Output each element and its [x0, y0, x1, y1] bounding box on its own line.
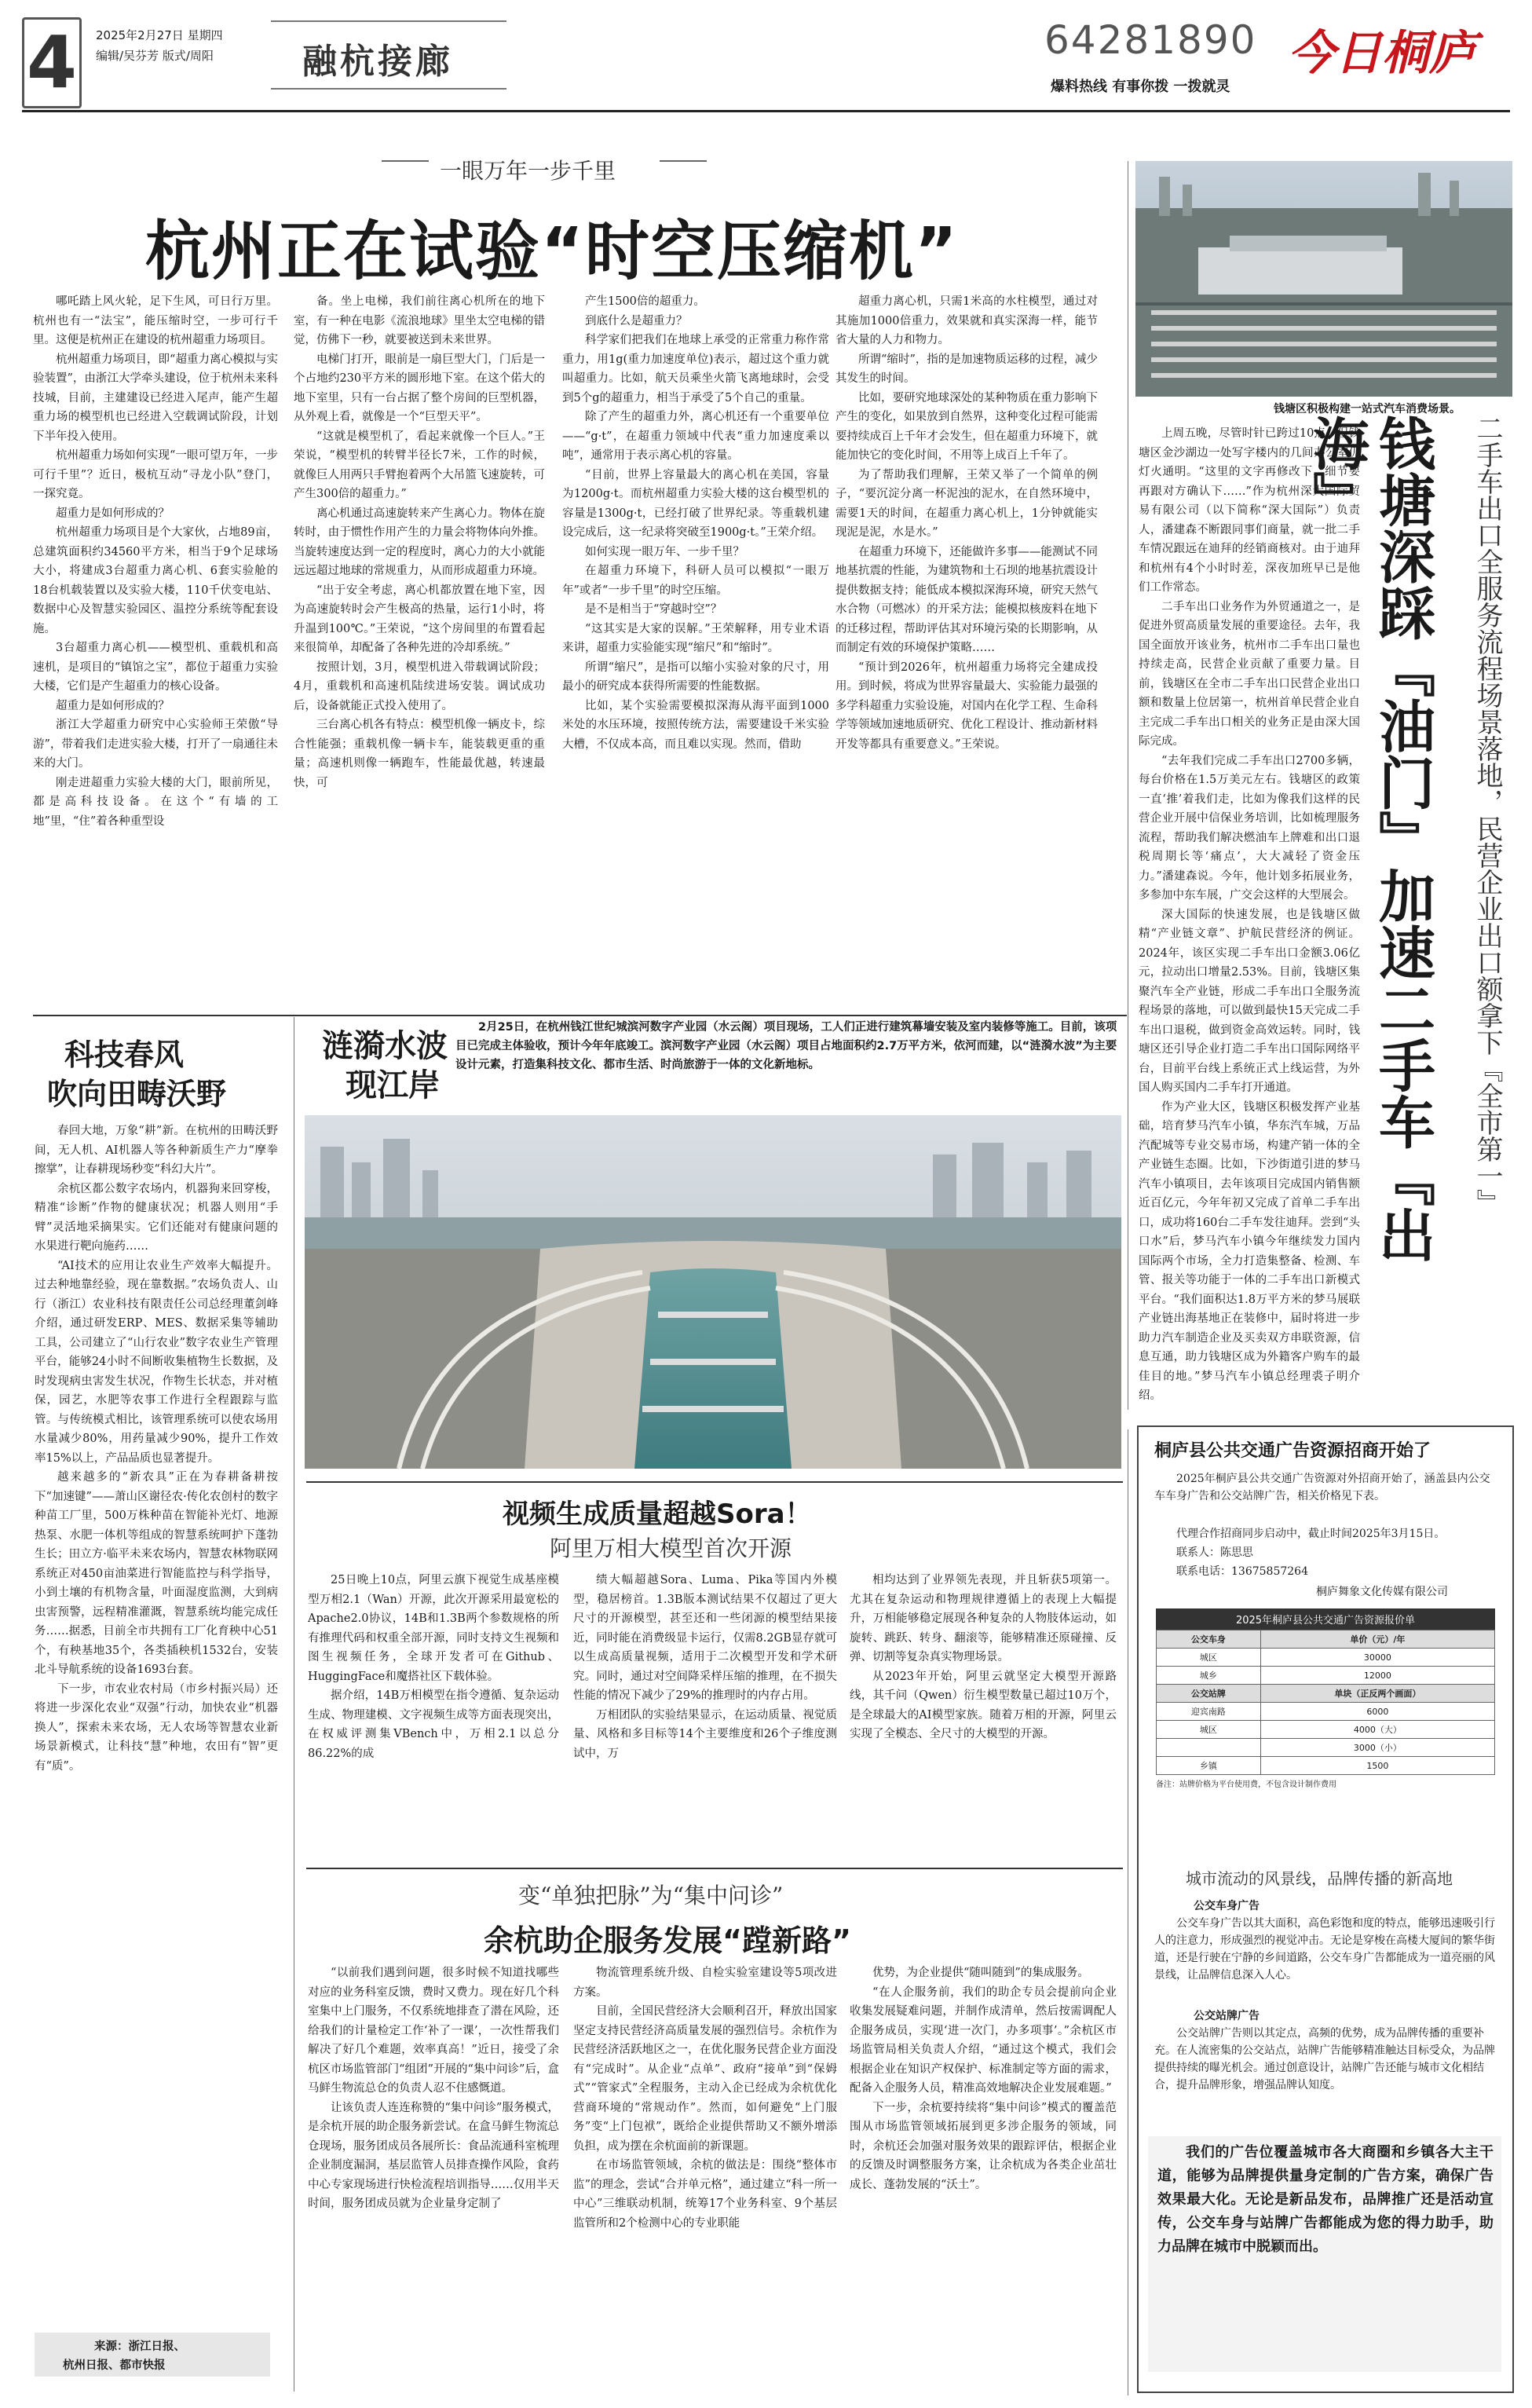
price-table-row — [1157, 1703, 1495, 1721]
lead-paragraph: 超重力是如何形成的？ — [56, 507, 170, 520]
right-story-paragraph: 二手车出口业务作为外贸通道之一，是促进外贸高质量发展的重要途径。去年，我国全面放开该业务，杭州市二手车出口量也持续走高，民营企业贡献了重要力量。目前，钱塘区在全市二手车出口民营企业出口额和数量上位居第一，杭州首单民营企业自主完成二手车出口相关的业务正是由深大国际完成。 — [1139, 600, 1360, 748]
editors-line: 编辑/吴芬芳 版式/周阳 — [96, 49, 214, 63]
ad-agency: 代理合作招商同步启动中，截止时间2025年3月15日。 — [1176, 1528, 1446, 1540]
lead-paragraph: 三台离心机各有特点：模型机像一辆皮卡，综合性能强；重载机像一辆卡车，能装载更重的重量；高速机则像一辆跑车，性能最优越，转速最快，可 — [294, 719, 545, 789]
video-subtitle: 阿里万相大模型首次开源 — [550, 1535, 792, 1561]
yuhang-paragraph: 让该负责人连连称赞的“集中问诊”服务模式，是余杭开展的助企服务新尝试。在盒马鲜生物流总仓现场，服务团成员各展所长：食品流通科室梳理企业制度漏洞，基层监管人员排查操作风险，食药中心专家现场进行快检流程培训指导……仅用半天时间，服务团成员就为企业量身定制了 — [308, 2101, 559, 2210]
right-story-paragraph: 作为产业大区，钱塘区积极发挥产业基础，培育梦马汽车小镇，华东汽车城，万品汽配城等专业交易市场，构建产销一体的全产业链生态圈。比如，下沙街道引进的梦马汽车小镇项目，去年该项目完成国内销售额近百亿元，今年年初又完成了首单二手车出口，成功将160台二手车发往迪拜。尝到“头口水”后，梦马汽车小镇今年继续发力国内国际两个市场，全力打造集整备、检测、车管、报关等功能于一体的二手车出口新模式平台。“我们面积达1.8万平方米的梦马展联产业链出海基地正在装修中，届时将进一步助力汽车制造企业及买卖双方串联资源，信息互通，助力钱塘区成为外籍客户购车的最佳目的地。”梦马汽车小镇总经理裘子明介绍。 — [1139, 1100, 1360, 1402]
video-paragraph: 绩大幅超越Sora、Luma、Pika等国内外模型，稳居榜首。1.3B版本测试结果不仅超过了更大尺寸的开源模型，甚至还和一些闭源的模型结果接近，同时能在消费级显卡运行，仅需8.2GB显存就可以生成高质量视频，适用于二次模型开发和学术研究。同时，通过对空间降采样压缩的推理，在不损失性能的情况下减少了29%的推理时的内存占用。 — [573, 1574, 837, 1702]
yuhang-paragraph: “以前我们遇到问题，很多时候不知道找哪些对应的业务科室反馈，费时又费力。现在好几个科室集中上门服务，不仅系统地排查了潜在风险，还给我们的计量检定工作‘补了一课’，一次性帮我们解决了好几个难题，效率真高！”近日，接受了余杭区市场监管部门“组团”开展的“集中问诊”后，盒马鲜生物流总仓的负责人忍不住感慨道。 — [308, 1967, 559, 2095]
ad-bus-text: 公交车身广告以其大面积，高色彩饱和度的特点，能够迅速吸引行人的注意力，形成强烈的视觉冲击。无论是穿梭在高楼大厦间的繁华街道，还是行驶在宁静的乡间道路，公交车身广告都能成为一道亮丽的风景线，让品牌信息深入人心。 — [1154, 1917, 1495, 1982]
lead-paragraph: 按照计划，3月，模型机进入带载调试阶段；4月，重载机和高速机陆续进场安装。调试成功后，设备就能正式投入使用了。 — [294, 661, 545, 712]
lead-column-1 — [33, 292, 278, 1015]
price-table-title: 2025年桐庐县公共交通广告资源报价单 — [1156, 1608, 1495, 1630]
spring-title-line2: 吹向田畴沃野 — [47, 1077, 227, 1111]
spring-paragraph: 余杭区都公数字农场内，机器狗来回穿梭，精准“诊断”作物的健康状况；机器人则用“手臂”灵活地采摘果实。它们还能对有健康问题的水果进行靶向施药…… — [35, 1182, 278, 1253]
ad-company: 桐庐舞象文化传媒有限公司 — [1316, 1586, 1448, 1598]
yuhang-paragraph: 下一步，余杭要持续将“集中问诊”模式的覆盖范围从市场监管领域拓展到更多涉企服务的领域，同时，余杭还会加强对服务效果的跟踪评估，根据企业的反馈及时调整服务方案，让余杭成为各类企业茁壮成长、蓬勃发展的“沃土”。 — [850, 2101, 1117, 2191]
yuhang-paragraph: “在人企服务前，我们的助企专员会提前向企业收集发展疑难问题，并制作成清单，然后按需调配人企服务成员，实现‘进一次门，办多项事’。”余杭区市场监管局相关负责人介绍，“通过这个模式，我们会根据企业在知识产权保护、标准制定等方面的需求，配备入企服务人员，精准高效地解决企业发展难题。” — [850, 1985, 1117, 2095]
lead-paragraph: 在超重力环境下，还能做许多事——能测试不同地基抗震的性能，为建筑物和土石坝的地基抗震设计提供数据支持；能低成本模拟深海环境，研究天然气水合物（可燃冰）的开采方法；能模拟核废料在地下的迁移过程，帮助评估其对环境污染的长期影响，从而制定有效的环境保护策略…… — [835, 545, 1098, 654]
price-table-cell: 公交车身 — [1157, 1630, 1261, 1649]
price-table-row — [1157, 1739, 1495, 1757]
price-table-cell: 单块（正反两个画面） — [1260, 1685, 1494, 1703]
ad-contact-name: 联系人：陈思思 — [1176, 1546, 1253, 1559]
price-table-row — [1157, 1757, 1495, 1775]
lead-paragraph: 在超重力环境下，科研人员可以模拟“一眼万年”或者“一步千里”的时空压缩。 — [562, 565, 829, 597]
lead-paragraph: 比如，某个实验需要模拟深海从海平面到1000米处的水压环境，按照传统方法，需要建设千米实验大槽，不仅成本高，而且难以实现。然而，借助 — [562, 699, 829, 751]
lead-paragraph: “这其实是大家的误解。”王荣解释，用专业术语来讲，超重力实验能实现“缩尺”和“缩时”。 — [562, 622, 829, 654]
lead-paragraph: 如何实现一眼万年、一步千里？ — [585, 545, 744, 558]
right-story-paragraph: 上周五晚，尽管时针已跨过10点，但钱塘区金沙湖边一处写字楼内的几间办公室仍灯火通明。“这里的文字再修改下，细节要再跟对方确认下……”作为杭州深大国际贸易有限公司（以下简称“深大国际”）负责人，潘建森不断跟同事们商量，就一批二手车情况跟远在迪拜的经销商核对。由于迪拜和杭州有4个小时时差，深夜加班早已是他们工作常态。 — [1139, 427, 1360, 594]
lead-paragraph: 3台超重力离心机——模型机、重载机和高速机，是项目的“镇馆之宝”，都位于超重力实验大楼，它们是产生超重力的核心设备。 — [33, 642, 278, 693]
right-story-subtitle: 二手车出口全服务流程场景落地，民营企业出口额拿下『全市第一』 — [1472, 415, 1503, 1216]
lead-paragraph: 到底什么是超重力？ — [585, 314, 688, 328]
photo-story-caption: 2月25日，在杭州钱江世纪城滨河数字产业园（水云阁）项目现场，工人们正进行建筑幕墙安装及室内装修等施工。目前，该项目已完成主体验收，预计今年年底竣工。滨河数字产业园（水云阁）项目占地面积约2.7万平方米，依河而建，以“涟漪水波”为主要设计元素，打造集科技文化、都市生活、时尚旅游于一体的文化新地标。 — [455, 1021, 1117, 1071]
price-table-cell: 公交站牌 — [1157, 1685, 1261, 1703]
price-table-cell: 4000（大） — [1260, 1721, 1494, 1739]
right-story-paragraph: “去年我们完成二手车出口2700多辆，每台价格在1.5万美元左右。钱塘区的政策一直‘推’着我们走，比如为像我们这样的民营企业开展中信保业务培训，比如梳理服务流程，帮助我们解决燃油车上牌难和出口退税周期长等‘痛点’，大大减轻了资金压力。”潘建森说。今年，他计划多拓展业务，多参加中东车展，广交会这样的大型展会。 — [1139, 754, 1360, 902]
price-table-cell: 3000（小） — [1260, 1739, 1494, 1757]
price-table-row — [1157, 1649, 1495, 1667]
right-story-body — [1139, 424, 1360, 1406]
lead-kicker: 一眼万年一步千里 — [440, 158, 616, 184]
ad-title: 桐庐县公共交通广告资源招商开始了 — [1154, 1441, 1431, 1461]
ad-slogan: 城市流动的风景线，品牌传播的新高地 — [1186, 1869, 1453, 1888]
car-photo-caption: 钱塘区积极构建一站式汽车消费场景。 — [1274, 403, 1461, 415]
hotline-slogan: 爆料热线 有事你拨 一拨就灵 — [1051, 79, 1230, 95]
spring-paragraph: 越来越多的“新农具”正在为春耕备耕按下“加速键”——萧山区谢径农·传化农创村的数字种苗工厂里，500万株种苗在智能补光灯、地源热泵、水肥一体机等组成的智慧系统呵护下蓬勃生长；田立方·临平未来农场内，智慧农林物联网系统正对450亩油菜进行智能监控与科学指导，小到土壤的有机物含量，叶面湿度监测，大到病虫害预警，远程精准灌溉，智慧系统均能完成任务……据悉，目前全市共拥有工厂化育秧中心51个，有秧基地35个，各类插秧机1532台，安装北斗导航系统的设备1693台套。 — [35, 1471, 278, 1676]
price-table-cell: 迎宾南路 — [1157, 1703, 1261, 1721]
price-table-cell: 乡镇 — [1157, 1757, 1261, 1775]
photo-story-title-1: 涟漪水波 — [322, 1028, 448, 1064]
right-story-paragraph: 深大国际的快速发展，也是钱塘区做精“产业链文章”、护航民营经济的例证。2024年，该区实现二手车出口金额3.06亿元，拉动出口增量2.53%。目前，钱塘区集聚汽车全产业链，形成二手车出口全服务流程场景的落地，可以做到最快15天完成二手车出口退税，做到资金高效运转。同时，钱塘区还引导企业打造二手车出口国际网络平台，目前平台线上系统正式上线运营，为外国人购买国内二手车打开通道。 — [1139, 908, 1360, 1094]
price-table-cell: 城区 — [1157, 1649, 1261, 1667]
lead-paragraph: “目前，世界上容量最大的离心机在美国，容量为1200g·t。而杭州超重力实验大楼的这台模型机的容量是1300g·t，已经打破了世界纪录。等重载机建设完成后，这一纪录将突破至1900g·t。”王荣介绍。 — [562, 468, 829, 539]
riverside-building-photo — [305, 1115, 1121, 1469]
price-table-row — [1157, 1721, 1495, 1739]
spring-source-1: 来源：浙江日报、 — [94, 2340, 185, 2353]
lead-paragraph: 刚走进超重力实验大楼的大门，眼前所见，都是高科技设备。在这个“有墙的工地”里，“住”着各种重型设 — [33, 776, 278, 828]
price-table-cell: 城乡 — [1157, 1667, 1261, 1685]
lead-column-4 — [835, 292, 1098, 1015]
lead-paragraph: 是不是相当于“穿越时空”？ — [585, 603, 722, 616]
lead-paragraph: 为了帮助我们理解，王荣又举了一个简单的例子，“要沉淀分离一杯泥浊的泥水，在自然环境中，需要1天的时间，在超重力离心机上，1分钟就能实现泥是泥，水是水。” — [835, 468, 1098, 539]
lead-paragraph: “这就是模型机了，看起来就像一个巨人。”王荣说，“模型机的转臂半径长7米，工作的时候，就像巨人用两只手臂抱着两个大吊篮飞速旋转，可产生300倍的超重力。” — [294, 430, 545, 500]
section-title: 融杭接廊 — [302, 42, 453, 82]
price-table-cell — [1157, 1739, 1261, 1757]
lead-paragraph: 杭州超重力场如何实现“一眼可望万年，一步可行千里”？近日，极杭互动“寻龙小队”登门，一探究竟。 — [33, 449, 278, 500]
lead-paragraph: 科学家们把我们在地球上承受的正常重力称作常重力，用1g(重力加速度单位)表示，超过这个重力就叫超重力。比如，航天员乘坐火箭飞离地球时，会受到5个g的超重力，相当于承受了5个自己的重量。 — [562, 334, 829, 404]
lead-paragraph: 哪吒踏上风火轮，足下生风，可日行万里。杭州也有一“法宝”，能压缩时空，一步可行千里。这便是杭州正在建设的杭州超重力场项目。 — [33, 295, 278, 346]
yuhang-paragraph: 优势，为企业提供“随叫随到”的集成服务。 — [872, 1967, 1089, 1979]
lead-column-2 — [294, 292, 545, 1015]
price-table-cell: 30000 — [1260, 1649, 1494, 1667]
page-number: 4 — [22, 17, 82, 108]
lead-paragraph: 离心机通过高速旋转来产生离心力。物体在旋转时，由于惯性作用产生的力量会将物体向外推。当旋转速度达到一定的程度时，离心力的大小就能远远超过地球的常规重力，从而形成超重力环境。 — [294, 507, 545, 577]
price-table-cell: 1500 — [1260, 1757, 1494, 1775]
yuhang-kicker: 变“单独把脉”为“集中问诊” — [518, 1883, 784, 1908]
ad-bus-heading: 公交车身广告 — [1194, 1900, 1260, 1912]
video-column-3 — [850, 1571, 1117, 1861]
ad-closing: 我们的广告位覆盖城市各大商圈和乡镇各大主干道，能够为品牌提供量身定制的广告方案，确保广告效果最大化。无论是新品发布，品牌推广还是活动宣传，公交车身与站牌广告都能成为您的得力助手，助力品牌在城市中脱颖而出。 — [1157, 2144, 1494, 2255]
video-column-2 — [573, 1571, 837, 1861]
yuhang-column-2 — [573, 1963, 837, 2392]
lead-paragraph: 备。坐上电梯，我们前往离心机所在的地下室，有一种在电影《流浪地球》里坐太空电梯的错觉，仿佛下一秒，就要被送到未来世界。 — [294, 295, 545, 346]
ad-stop-heading: 公交站牌广告 — [1194, 2010, 1260, 2022]
video-paragraph: 万相团队的实验结果显示，在运动质量、视觉质量、风格和多目标等14个主要维度和26个子维度测试中，万 — [573, 1708, 837, 1760]
car-lot-photo — [1135, 161, 1512, 397]
lead-column-3 — [562, 292, 829, 1015]
lead-paragraph: 产生1500倍的超重力。 — [585, 295, 705, 308]
lead-paragraph: 电梯门打开，眼前是一扇巨型大门，门后是一个占地约230平方米的圆形地下室。在这个偌大的地下室里，只有一台占据了整个房间的巨型机器，从外观上看，就像是一个“巨型天平”。 — [294, 353, 545, 423]
photo-story-title-2: 现江岸 — [346, 1067, 440, 1103]
hotline-number: 64281890 — [1044, 17, 1257, 63]
video-paragraph: 相均达到了业界领先表现，并且斩获5项第一。尤其在复杂运动和物理规律遵循上的表现上大幅提升，万相能够稳定展现各种复杂的人物肢体运动，如旋转、跳跃、转身、翻滚等，能够精准还原碰撞、反弹、切割等复杂真实物理场景。 — [850, 1574, 1117, 1663]
price-table-cell: 6000 — [1260, 1703, 1494, 1721]
spring-paragraph: 下一步，市农业农村局（市乡村振兴局）还将进一步深化农业“双强”行动，加快农业“机器换人”，探索未来农场，无人农场等智慧农业新场景新模式，让科技“慧”种地，农田有“智”更有“质”。 — [35, 1682, 278, 1773]
video-paragraph: 据介绍，14B万相模型在指令遵循、复杂运动生成、物理建模、文字视频生成等方面表现突出，在权威评测集VBench中，万相2.1以总分86.22%的成 — [308, 1689, 559, 1760]
yuhang-paragraph: 物流管理系统升级、自检实验室建设等5项改进方案。 — [573, 1967, 837, 1999]
price-table-row — [1157, 1667, 1495, 1685]
spring-body — [35, 1122, 278, 2331]
issue-date: 2025年2月27日 星期四 — [96, 28, 223, 42]
price-table-row — [1157, 1685, 1495, 1703]
spring-paragraph: “AI技术的应用让农业生产效率大幅提升。过去种地靠经验，现在靠数据。”农场负责人、山行（浙江）农业科技有限责任公司总经理董剑峰介绍，通过研发ERP、MES、数据采集等辅助工具，公司建立了“山行农业”数字农业生产管理平台，能够24小时不间断收集植物生长数据，及时发现病虫害发生状况，作物生长状态，并对植保，园艺，水肥等农事工作进行全程跟踪与监管。与传统模式相比，该管理系统可以使农场用水量减少80%，用药量减少90%，提升工作效率15%以上，产品品质也显著提升。 — [35, 1259, 278, 1465]
lead-paragraph: 比如，要研究地球深处的某种物质在重力影响下产生的变化，如果放到自然界，这种变化过程可能需要持续成百上千年才会发生，但在超重力环境下，就能加快它的变化时间，不用等上成百上千年了。 — [835, 391, 1098, 462]
brand-logo: 今日桐庐 — [1288, 26, 1476, 81]
right-story-headline: 钱塘深踩『油门』加速二手车『出海』 — [1303, 415, 1435, 1263]
lead-paragraph: 超重力离心机，只需1米高的水柱模型，通过对其施加1000倍重力，效果就和真实深海一样，能节省大量的人力和物力。 — [835, 295, 1098, 346]
yuhang-column-1 — [308, 1963, 559, 2392]
lead-paragraph: 浙江大学超重力研究中心实验师王荣傲“导游”，带着我们走进实验大楼，打开了一扇通往未来的大门。 — [33, 719, 278, 770]
ad-intro: 2025年桐庐县公共交通广告资源对外招商开始了，涵盖县内公交车车身广告和公交站牌广告，相关价格见下表。 — [1154, 1473, 1490, 1502]
video-paragraph: 25日晚上10点，阿里云旗下视觉生成基座模型万相2.1（Wan）开源，此次开源采用最宽松的Apache2.0协议，14B和1.3B两个参数规格的所有推理代码和权重全部开源，同时支持文生视频和图生视频任务，全球开发者可在Github、HuggingFace和魔搭社区下载体验。 — [308, 1574, 559, 1683]
price-table-cell: 12000 — [1260, 1667, 1494, 1685]
lead-paragraph: 超重力是如何形成的？ — [56, 699, 170, 712]
spring-paragraph: 春回大地，万象“耕”新。在杭州的田畴沃野间，无人机、AI机器人等各种新质生产力“摩拳擦掌”，让春耕现场秒变“科幻大片”。 — [35, 1125, 278, 1176]
price-table-row — [1157, 1630, 1495, 1649]
price-table-cell: 城区 — [1157, 1721, 1261, 1739]
lead-paragraph: “预计到2026年，杭州超重力场将完全建成投用。到时候，将成为世界容量最大、实验能力最强的多学科超重力实验设施，对国内在化学工程、生命科学等领域加速地质研究、优化工程设计、推动新材料开发等都具有重要意义。”王荣说。 — [835, 661, 1098, 751]
spring-source-2: 杭州日报、都市快报 — [63, 2359, 166, 2372]
price-table-cell: 单价（元）/年 — [1260, 1630, 1494, 1649]
yuhang-paragraph: 目前，全国民营经济大会顺利召开，释放出国家坚定支持民营经济高质量发展的强烈信号。余杭作为民营经济活跃地区之一，在优化服务民营企业方面没有“完成时”。从企业“点单”、政府“接单”到“保姆式”“管家式”全程服务，主动入企已经成为余杭优化营商环境的“常规动作”。然而，如何避免“上门服务”变“上门包袱”，既给企业提供帮助又不额外增添负担，成为摆在余杭面前的新课题。 — [573, 2005, 837, 2153]
ad-stop-text: 公交站牌广告则以其定点，高频的优势，成为品牌传播的重要补充。在人流密集的公交站点，站牌广告能够精准触达目标受众，为品牌提供持续的曝光机会。通过创意设计，站牌广告还能与城市文化相结合，提升品牌形象，增强品牌认知度。 — [1154, 2027, 1495, 2091]
video-column-1 — [308, 1571, 559, 1861]
price-table-note: 备注：站牌价格为平台使用费，不包含设计制作费用 — [1156, 1780, 1336, 1789]
ad-contact-phone: 联系电话：13675857264 — [1176, 1565, 1308, 1578]
lead-paragraph: “出于安全考虑，离心机都放置在地下室，因为高速旋转时会产生极高的热量，运行1小时，将升温到100℃。”王荣说，“这个房间里的布置看起来很简单，却配备了各种先进的冷却系统。” — [294, 584, 545, 654]
video-headline: 视频生成质量超越Sora！ — [503, 1499, 812, 1530]
price-table — [1156, 1608, 1495, 1789]
video-paragraph: 从2023年开始，阿里云就坚定大模型开源路线，其千问（Qwen）衍生模型数量已超过10万个，是全球最大的AI模型家族。随着万相的开源，阿里云实现了全模态、全尺寸的大模型的开源。 — [850, 1670, 1117, 1740]
lead-paragraph: 所谓“缩尺”，是指可以缩小实验对象的尺寸，用最小的研究成本获得所需要的性能数据。 — [562, 661, 829, 693]
lead-headline: 杭州正在试验“时空压缩机” — [145, 214, 959, 289]
lead-paragraph: 所谓“缩时”，指的是加速物质运移的过程，减少其发生的时间。 — [835, 353, 1098, 385]
spring-title-line1: 科技春风 — [64, 1037, 185, 1072]
yuhang-headline: 余杭助企服务发展“蹚新路” — [484, 1923, 851, 1958]
yuhang-column-3 — [850, 1963, 1117, 2392]
lead-paragraph: 杭州超重力场项目是个大家伙，占地89亩，总建筑面积约34560平方米，相当于9个足球场大小，将建成3台超重力离心机、6套实验舱的18台机载装置以及实验大楼，110千伏变电站、数据中心及智慧实验园区、温控分系统等配套设施。 — [33, 526, 278, 635]
lead-paragraph: 除了产生的超重力外，离心机还有一个重要单位——“g·t”，在超重力领域中代表“重力加速度乘以吨”，通常用于表示离心机的容量。 — [562, 411, 829, 462]
lead-paragraph: 杭州超重力场项目，即“超重力离心模拟与实验装置”，由浙江大学牵头建设，位于杭州未来科技城，目前，主建建设已经进入尾声，能产生超重力场的模型机也已经进入空载调试阶段，计划下半年投入使用。 — [33, 353, 278, 443]
yuhang-paragraph: 在市场监管领域，余杭的做法是：围绕“整体市监”的理念，尝试“合并单元格”，通过建立“科一所一中心”三维联动机制，统筹17个业务科室、9个基层监管所和2个检测中心的专业职能 — [573, 2159, 837, 2230]
